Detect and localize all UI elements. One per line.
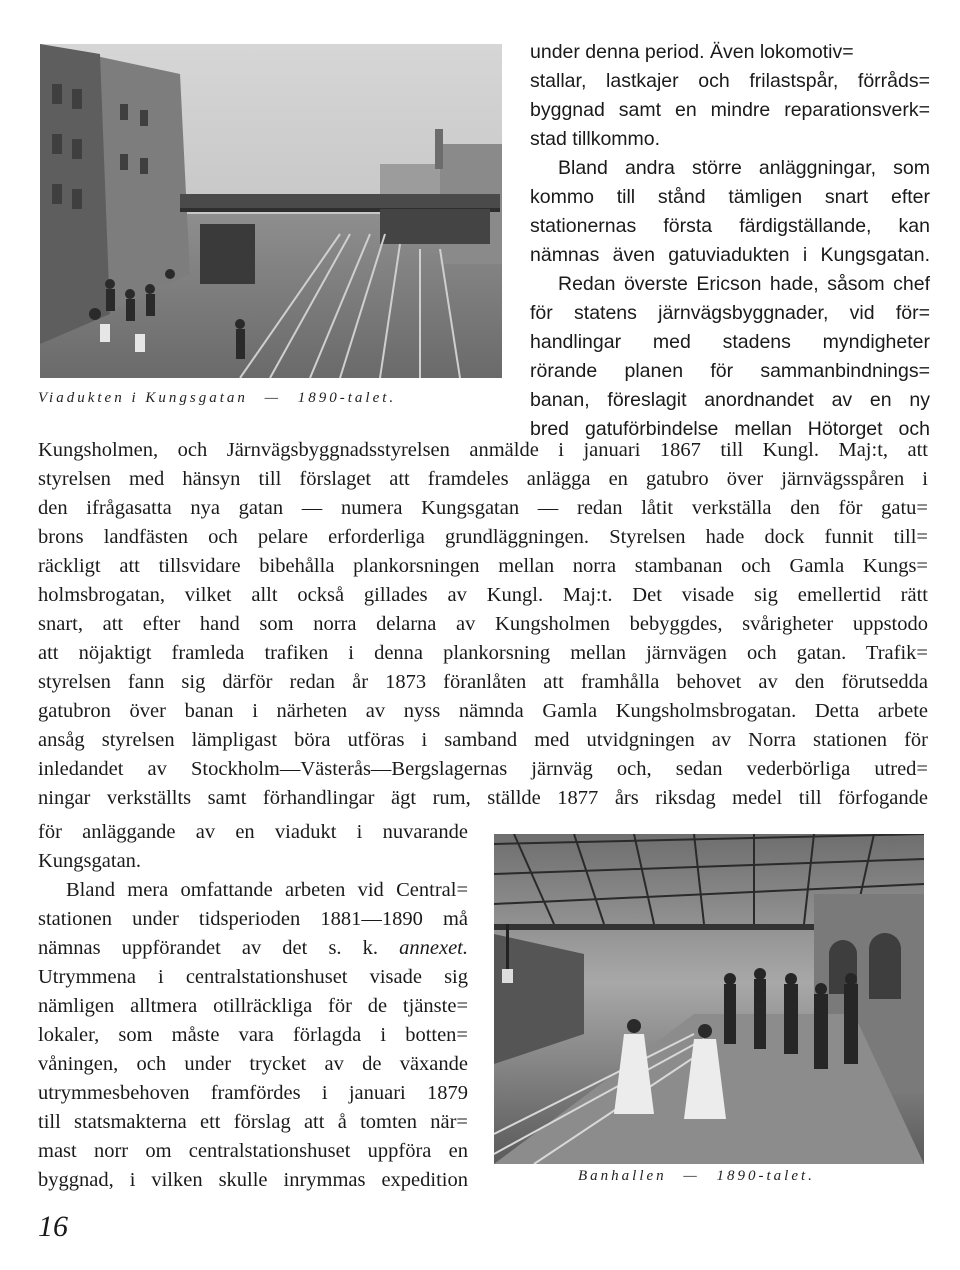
- viaduct-caption-dash: —: [264, 390, 281, 406]
- text-line: handlingar med stadens myndigheter: [530, 331, 930, 353]
- text-line: stallar, lastkajer och frilastspår, förråds=: [530, 70, 930, 92]
- text-line: stationernas första färdigställande, kan: [530, 215, 930, 237]
- text-line: inledandet av Stockholm—Västerås—Bergslagernas järnväg och, sedan vederbörliga utred=: [38, 758, 928, 780]
- text-line: stad tillkommo.: [530, 128, 661, 150]
- viaduct-caption-title: Viadukten i Kungsgatan: [38, 390, 248, 406]
- text-line: Kungsholmen, och Järnvägsbyggnadsstyrelsen anmälde i januari 1867 till Kungl. Maj:t, att: [38, 439, 928, 461]
- text-line: ningar verkställts samt förhandlingar ägt rum, ställde 1877 års riksdag medel till förfogande: [38, 787, 928, 809]
- text-line: brons landfästen och pelare erforderliga grundläggningen. Styrelsen hade dock funnit till=: [38, 526, 928, 548]
- text-line: holmsbrogatan, vilket allt också gillades av Kungl. Maj:t. Det visade sig emellertid rätt: [38, 584, 928, 606]
- text-line: banan, föreslagit anordnandet av en ny: [530, 389, 930, 411]
- text-line: gatubron över banan i närheten av nyss nämnda Gamla Kungsholmsbrogatan. Detta arbete: [38, 700, 928, 722]
- text-line: räckligt att tillsvidare bibehålla plankorsningen mellan norra stambanan och Gamla Kungs=: [38, 555, 928, 577]
- text-line: nämnas även gatuviadukten i Kungsgatan.: [530, 244, 930, 266]
- text-line: den ifrågasatta nya gatan — numera Kungsgatan — redan låtit verkställa den för gatu=: [38, 497, 928, 519]
- text-line: kommo till stånd tämligen snart efter: [530, 186, 930, 208]
- text-line: för anläggande av en viadukt i nuvarande: [38, 821, 468, 843]
- text-line: Utrymmena i centralstationshuset visade sig: [38, 966, 468, 988]
- text-line: lokaler, som måste vara förlagda i botten=: [38, 1024, 468, 1046]
- emphasis-annexet: annexet.: [399, 937, 468, 959]
- text-line: snart, att efter hand som norra delarna av Kungsholmen bebyggdes, svårigheter uppstodo: [38, 613, 928, 635]
- viaduct-photo-image: [40, 44, 502, 378]
- text-line: våningen, och under trycket av de växande: [38, 1053, 468, 1075]
- text-line: byggnad samt en mindre reparationsverk=: [530, 99, 930, 121]
- text-line: Bland mera omfattande arbeten vid Central=: [66, 879, 468, 901]
- text-line: byggnad, i vilken skulle inrymmas expedition: [38, 1169, 468, 1191]
- text-line: utrymmesbehoven framfördes i januari 1879: [38, 1082, 468, 1104]
- text-line: styrelsen fann sig därför redan år 1873 föranlåten att framhålla behovet av den förutsedda: [38, 671, 928, 693]
- text-line: för statens järnvägsbyggnader, vid för=: [530, 302, 930, 324]
- train-hall-photo-image: [494, 834, 924, 1164]
- text-line-with-emphasis: [38, 934, 468, 963]
- train-hall-caption-title: Banhallen: [578, 1168, 667, 1184]
- text-line: ansåg styrelsen lämpligast böra utföras i samband med utvidgningen av Norra stationen för: [38, 729, 928, 751]
- text-line: nämligen alltmera otillräckliga för de tjänste=: [38, 995, 468, 1017]
- text-line: Redan överste Ericson hade, såsom chef: [558, 273, 930, 295]
- text-line: stationen under tidsperioden 1881—1890 må: [38, 908, 468, 930]
- viaduct-caption: [38, 390, 396, 407]
- text-line: till statsmakterna ett förslag att å tomten när=: [38, 1111, 468, 1133]
- text-line: under denna period. Även lokomotiv=: [530, 41, 854, 63]
- text-line: Bland andra större anläggningar, som: [558, 157, 930, 179]
- text-line: att nöjaktigt framleda trafiken i denna plankorsning mellan järnvägen och gatan. Trafik=: [38, 642, 928, 664]
- text-line: styrelsen med hänsyn till förslaget att framdeles anlägga en gatubro över järnvägsspåren i: [38, 468, 928, 490]
- text-line: rörande planen för sammanbindnings=: [530, 360, 930, 382]
- viaduct-caption-date: 1890-talet.: [297, 390, 397, 406]
- text-line: Kungsgatan.: [38, 850, 142, 872]
- train-hall-caption: [578, 1168, 815, 1185]
- train-hall-caption-dash: —: [683, 1168, 700, 1184]
- text-line-start: nämnas uppförandet av det s. k.: [38, 937, 400, 959]
- photo-viaduct: [40, 44, 502, 378]
- text-line: mast norr om centralstationshuset uppföra en: [38, 1140, 468, 1162]
- page-number: 16: [38, 1210, 68, 1243]
- photo-train-hall: [494, 834, 924, 1164]
- train-hall-caption-date: 1890-talet.: [716, 1168, 815, 1184]
- text-line: bred gatuförbindelse mellan Hötorget och: [530, 418, 930, 440]
